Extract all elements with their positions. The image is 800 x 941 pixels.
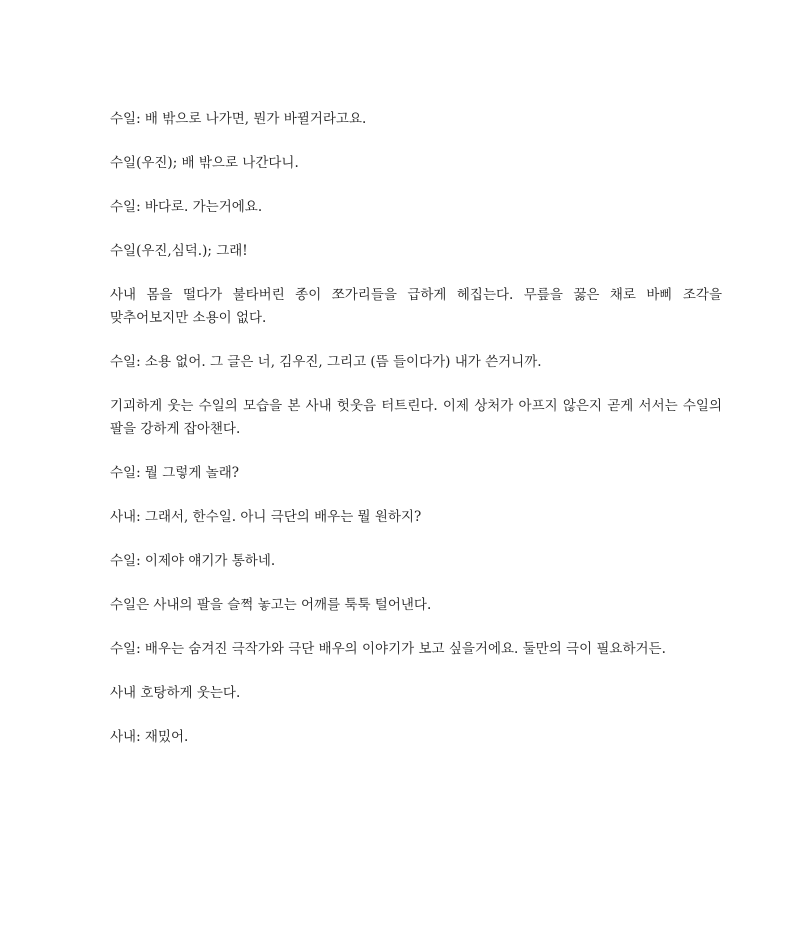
stage-direction: 수일은 사내의 팔을 슬쩍 놓고는 어깨를 툭툭 털어낸다. [110, 597, 432, 613]
dialogue-line: 사내: 그래서, 한수일. 아니 극단의 배우는 뭘 원하지? [110, 509, 422, 525]
dialogue-line: 수일: 뭘 그렇게 놀래? [110, 465, 239, 481]
script-page [110, 108, 722, 770]
dialogue-line: 수일: 이제야 얘기가 통하네. [110, 553, 276, 569]
stage-direction: 기괴하게 웃는 수일의 모습을 본 사내 헛웃음 터트린다. 이제 상처가 아프지 않은지 곧게 서서는 수일의 팔을 강하게 잡아챈다. [110, 398, 722, 437]
dialogue-line: 수일: 배우는 숨겨진 극작가와 극단 배우의 이야기가 보고 싶을거에요. 둘만의 극이 필요하거든. [110, 641, 666, 657]
dialogue-line: 수일(우진,심덕.); 그래! [110, 243, 248, 259]
stage-direction: 사내 몸을 떨다가 불타버린 종이 쪼가리들을 급하게 헤집는다. 무릎을 꿇은 채로 바삐 조각을 맞추어보지만 소용이 없다. [110, 287, 722, 326]
dialogue-line: 수일: 바다로. 가는거에요. [110, 199, 263, 215]
dialogue-line: 사내: 재밌어. [110, 729, 189, 745]
dialogue-line: 수일(우진); 배 밖으로 나간다니. [110, 155, 299, 171]
stage-direction: 사내 호탕하게 웃는다. [110, 685, 241, 701]
dialogue-line: 수일: 소용 없어. 그 글은 너, 김우진, 그리고 (뜸 들이다가) 내가 쓴거니까. [110, 354, 542, 370]
dialogue-line: 수일: 배 밖으로 나가면, 뭔가 바뀔거라고요. [110, 111, 367, 127]
